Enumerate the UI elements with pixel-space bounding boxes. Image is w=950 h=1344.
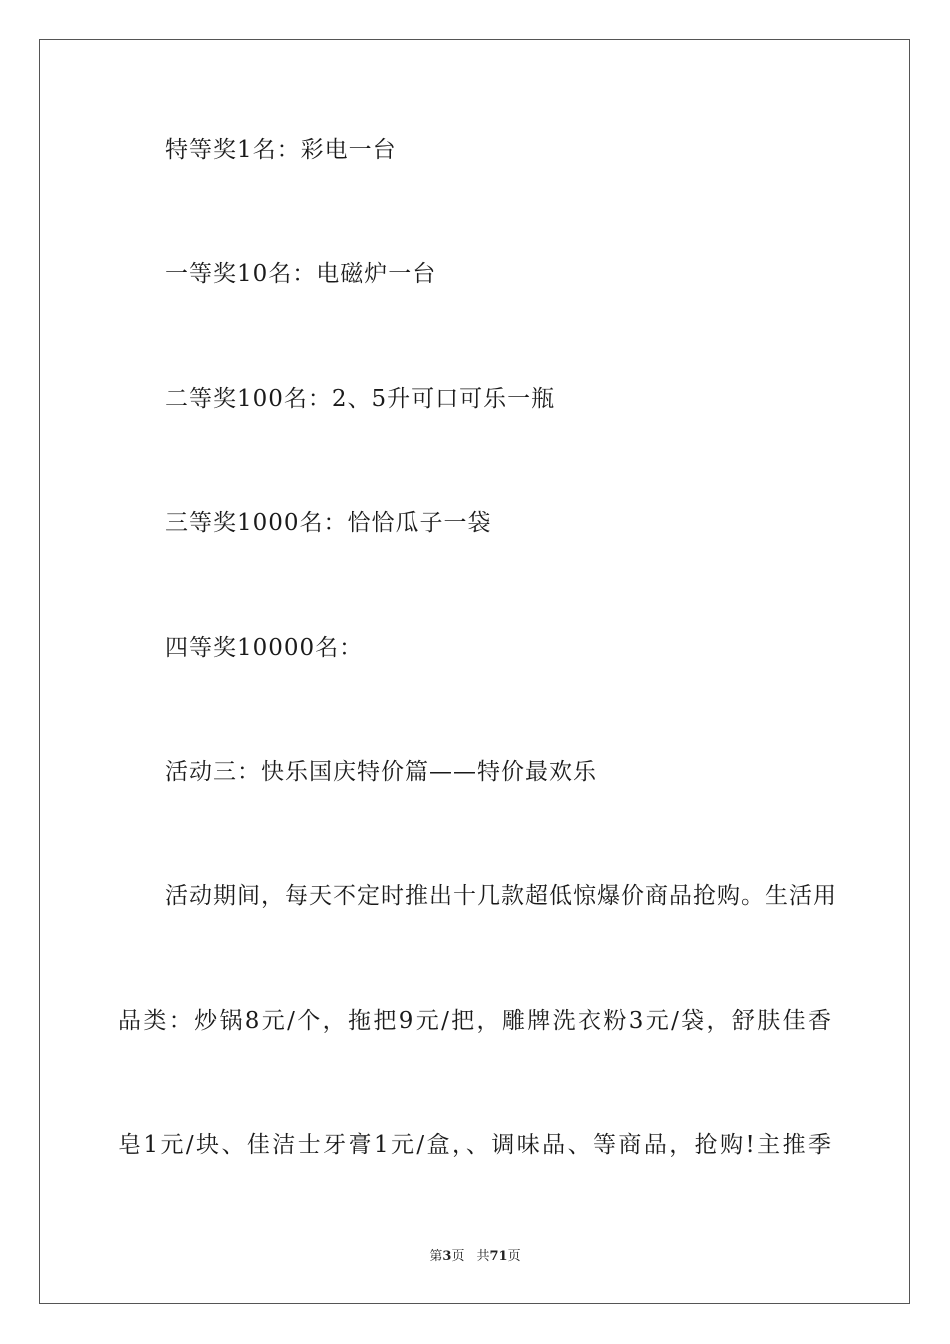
prize-fourth: 四等奖10000名： <box>165 635 364 661</box>
footer-total-prefix: 共 <box>476 1249 490 1264</box>
prize-first: 一等奖10名：电磁炉一台 <box>165 261 437 287</box>
prize-special: 特等奖1名：彩电一台 <box>165 137 397 163</box>
page-footer <box>0 1249 950 1265</box>
footer-current-page: 3 <box>442 1249 452 1264</box>
body-paragraph-line-1: 活动期间，每天不定时推出十几款超低惊爆价商品抢购。生活用 <box>165 883 837 909</box>
footer-total-suffix: 页 <box>507 1249 521 1264</box>
activity-heading: 活动三：快乐国庆特价篇——特价最欢乐 <box>165 759 597 785</box>
footer-page-suffix: 页 <box>451 1249 465 1264</box>
footer-total-pages: 71 <box>489 1249 508 1264</box>
body-paragraph-line-3: 皂1元/块、佳洁士牙膏1元/盒，、调味品、等商品，抢购!主推季 <box>118 1132 832 1158</box>
prize-second: 二等奖100名：2、5升可口可乐一瓶 <box>165 386 556 412</box>
prize-third: 三等奖1000名：恰恰瓜子一袋 <box>165 510 492 536</box>
body-paragraph-line-2: 品类：炒锅8元/个，拖把9元/把，雕牌洗衣粉3元/袋，舒肤佳香 <box>118 1008 832 1034</box>
page-border <box>39 39 910 1304</box>
footer-page-prefix: 第 <box>429 1249 443 1264</box>
